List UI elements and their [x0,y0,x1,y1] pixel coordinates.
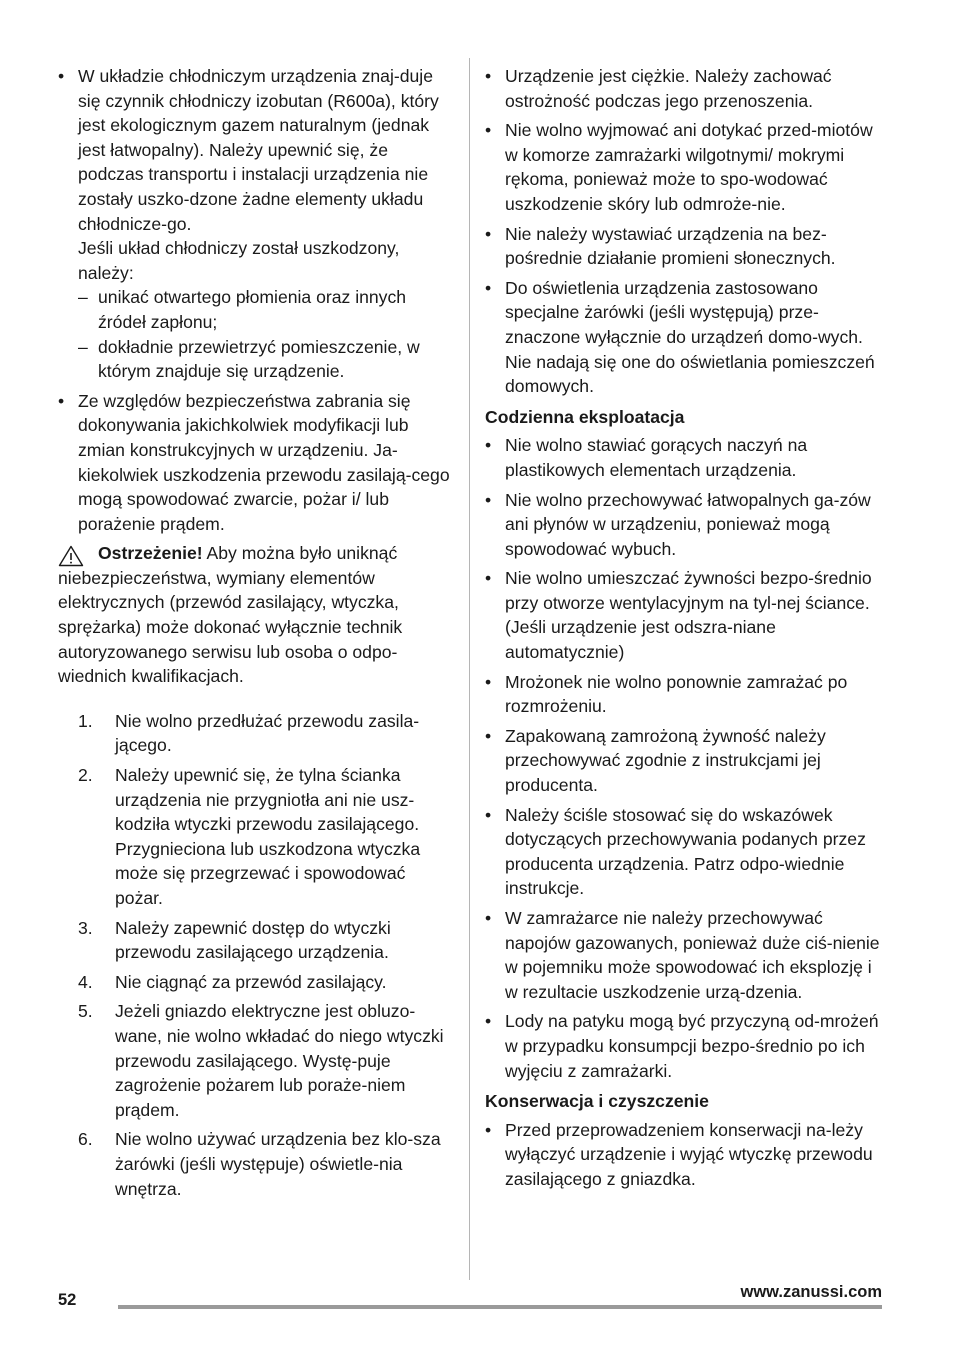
list-item: • Nie wolno przechowywać łatwopalnych ga-zów ani płynów w urządzeniu, ponieważ mogą spowodować wybuch. [485,488,880,562]
sub-list-item: – dokładnie przewietrzyć pomieszczenie, w którym znajduje się urządzenie. [78,335,458,384]
list-item [58,389,458,537]
list-item: • Mrożonek nie wolno ponownie zamrażać po rozmrożeniu. [485,670,880,719]
left-column [58,64,458,1206]
item-number: 6. [78,1129,93,1150]
modification-paragraph: • Ze względów bezpieczeństwa zabrania się dokonywania jakichkolwiek modyfikacji lub zmian konstrukcyjnych w urządzeniu. Ja-kiekolwiek uszkodzenia przewodu zasilają-cego mogą spowodować zwarcie, pożar i/ lub porażenie prądem. [78,390,450,534]
warning-triangle-icon [58,545,84,567]
list-item: • Urządzenie jest ciężkie. Należy zachować ostrożność podczas jego przenoszenia. [485,64,880,113]
item-number: 3. [78,917,93,938]
item-text: Należy zapewnić dostęp do wtyczki przewodu zasilającego urządzenia. [115,917,391,963]
list-item: • Nie wolno stawiać gorących naczyń na plastikowych elementach urządzenia. [485,433,880,482]
column-divider [469,58,470,1280]
item-text: Nie ciągnąć za przewód zasilający. [115,971,387,992]
cleaning-bullet-list [485,1118,880,1192]
right-column [485,64,880,1197]
list-item: • Zapakowaną zamrożoną żywność należy przechowywać zgodnie z instrukcjami jej producenta. [485,724,880,798]
numbered-list [58,709,458,1201]
footer-rule [118,1305,882,1309]
list-item [58,64,458,384]
refrigerant-paragraph: • W układzie chłodniczym urządzenia znaj-duje się czynnik chłodniczy izobutan (R600a), który jest ekologicznym gazem naturalnym (jednak jest łatwopalny). Należy upewnić się, że podczas transportu i instalacji urządzenia nie zostały uszko-dzone żadne elementy układu chłodnicze-go. [78,66,439,234]
warning-label: Ostrzeżenie! [98,543,203,564]
numbered-item [58,999,458,1122]
item-number: 2. [78,765,93,786]
list-item: • Nie należy wystawiać urządzenia na bez-pośrednie działanie promieni słonecznych. [485,222,880,271]
section-heading-cleaning: Konserwacja i czyszczenie [485,1091,709,1112]
numbered-item [58,763,458,911]
warning-block [58,541,458,689]
item-text: Nie wolno przedłużać przewodu zasila-jącego. [115,710,420,756]
sub-list-item: – unikać otwartego płomienia oraz innych źródeł zapłonu; [78,285,458,334]
list-item: • Nie wolno wyjmować ani dotykać przed-miotów w komorze zamrażarki wilgotnymi/ mokrymi rękoma, ponieważ może to spo-wodować uszkodzenie skóry lub odmroże-nie. [485,118,880,216]
damage-paragraph: Jeśli układ chłodniczy został uszkodzony, należy: [78,238,400,283]
list-item: • Należy ściśle stosować się do wskazówek dotyczących przechowywania podanych przez producenta urządzenia. Patrz odpo-wiednie instrukcje. [485,803,880,901]
item-number: 1. [78,710,93,731]
list-item: • Nie wolno umieszczać żywności bezpo-średnio przy otworze wentylacyjnym na tyl-nej ściance. (Jeśli urządzenie jest odszra-niane automatycznie) [485,566,880,664]
item-text: Należy upewnić się, że tylna ścianka urządzenia nie przygniotła ani nie usz-kodziła wtyczki przewodu zasilającego. Przygnieciona lub uszkodzona wtyczka może się przegrzewać i spowodować pożar. [115,765,421,908]
item-number: 5. [78,1001,93,1022]
item-text: Jeżeli gniazdo elektryczne jest obluzo-wane, nie wolno wkładać do niego wtyczki przewodu zasilającego. Wystę-puje zagrożenie pożarem lub poraże-niem prądem. [115,1001,444,1120]
website-link[interactable]: www.zanussi.com [740,1283,882,1301]
list-item: • Lody na patyku mogą być przyczyną od-mrożeń w przypadku konsumpcji bezpo-średnio po ich wyjęciu z zamrażarki. [485,1009,880,1083]
numbered-item [58,916,458,965]
sub-list [78,285,458,383]
section-heading-daily-use: Codzienna eksploatacja [485,406,685,427]
page-number: 52 [58,1291,77,1309]
numbered-item [58,709,458,758]
numbered-item [58,970,458,995]
item-text: Nie wolno używać urządzenia bez klo-sza żarówki (jeśli występuje) oświetle-nia wnętrza. [115,1129,441,1199]
warning-text: Aby można było uniknąć niebezpieczeństwa, wymiany elementów elektrycznych (przewód zasilający, wtyczka, sprężarka) może dokonać wyłącznie technik autoryzowanego serwisu lub osoba o odpo-wiednich kwalifikacjach. [58,543,403,687]
list-item: • Przed przeprowadzeniem konserwacji na-leży wyłączyć urządzenie i wyjąć wtyczkę przewodu zasilającego z gniazdka. [485,1118,880,1192]
daily-use-bullet-list [485,433,880,1083]
safety-bullet-list [58,64,458,536]
list-item: • Do oświetlenia urządzenia zastosowano specjalne żarówki (jeśli występują) prze-znaczone wyłącznie do urządzeń domo-wych. Nie nadają się one do oświetlania pomieszczeń domowych. [485,276,880,399]
general-bullet-list [485,64,880,399]
item-number: 4. [78,971,93,992]
list-item: • W zamrażarce nie należy przechowywać napojów gazowanych, ponieważ duże ciś-nienie w pojemniku może spowodować ich eksplozję i w rezultacie uszkodzenie urzą-dzenia. [485,906,880,1004]
numbered-item [58,1127,458,1201]
